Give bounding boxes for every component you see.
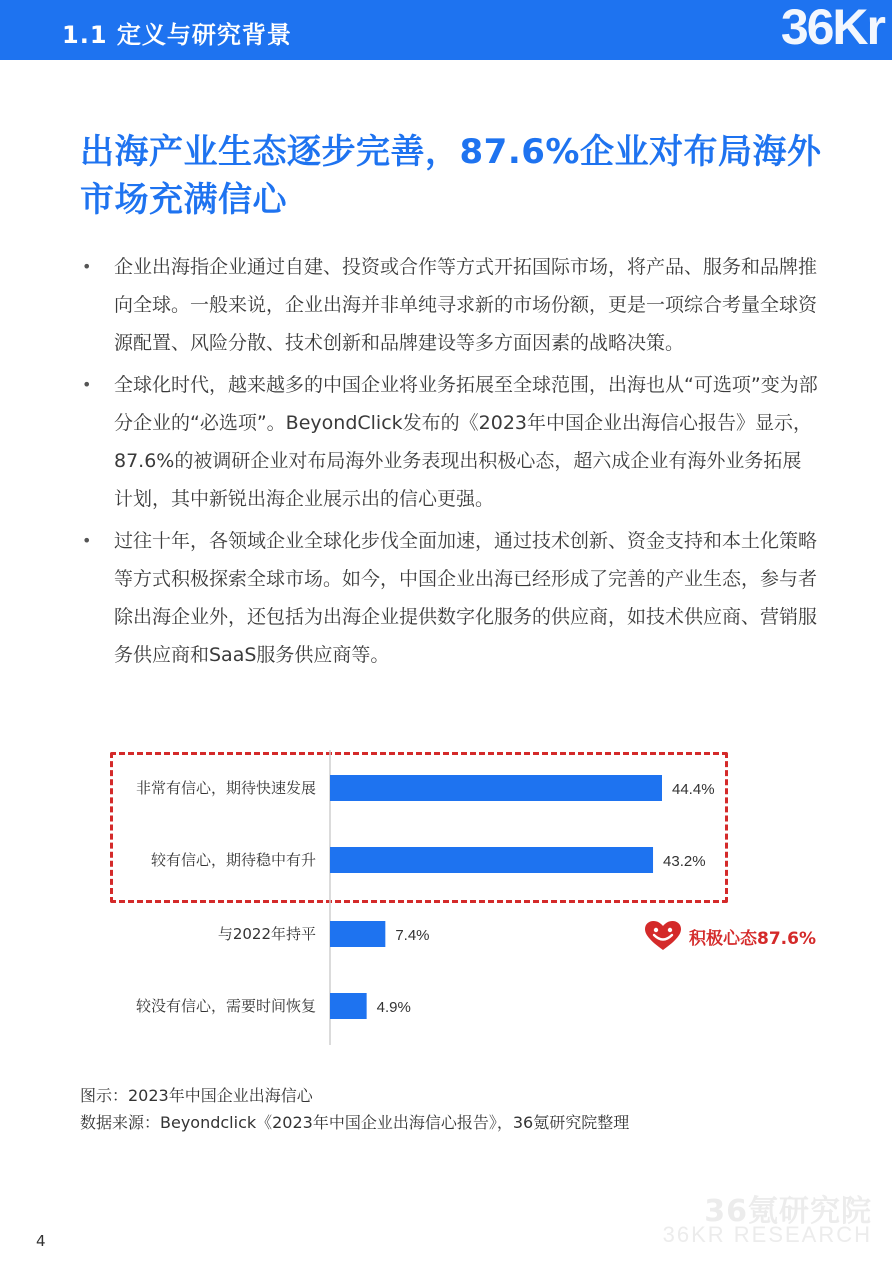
confidence-bar-chart bbox=[80, 750, 760, 1050]
bullet-item bbox=[80, 366, 820, 518]
bullet-dot-icon: • bbox=[82, 375, 92, 394]
bullet-dot-icon: • bbox=[82, 257, 92, 276]
brand-logo: 36Kr bbox=[780, 0, 884, 55]
bullet-item bbox=[80, 248, 820, 362]
positive-annotation bbox=[643, 920, 816, 952]
category-label: 与2022年持平 bbox=[217, 925, 316, 943]
bar bbox=[330, 921, 385, 947]
page-headline: 出海产业生态逐步完善，87.6%企业对布局海外市场充满信心 bbox=[80, 132, 822, 220]
bullet-list bbox=[80, 248, 820, 678]
header-bar bbox=[0, 0, 892, 60]
bullet-item bbox=[80, 522, 820, 674]
watermark-cn: 36氪研究院 bbox=[704, 1194, 872, 1229]
value-label: 43.2% bbox=[663, 853, 706, 870]
figure-title: 图示：2023年中国企业出海信心 bbox=[80, 1086, 313, 1105]
bullet-text: 企业出海指企业通过自建、投资或合作等方式开拓国际市场，将产品、服务和品牌推向全球。一般来说，企业出海并非单纯寻求新的市场份额，更是一项综合考量全球资源配置、风险分散、技术创新和品牌建设等多方面因素的战略决策。 bbox=[114, 256, 818, 354]
bar bbox=[330, 993, 367, 1019]
section-title: 1.1 定义与研究背景 bbox=[62, 21, 292, 49]
bullet-dot-icon: • bbox=[82, 531, 92, 550]
figure-source: 数据来源：Beyondclick《2023年中国企业出海信心报告》，36氪研究院整理 bbox=[80, 1113, 630, 1132]
bar bbox=[330, 847, 653, 873]
value-label: 4.9% bbox=[376, 999, 411, 1016]
category-label: 较有信心，期待稳中有升 bbox=[150, 851, 316, 869]
category-label: 非常有信心，期待快速发展 bbox=[135, 779, 316, 797]
category-label: 较没有信心，需要时间恢复 bbox=[135, 997, 316, 1015]
value-label: 44.4% bbox=[672, 781, 715, 798]
page-number: 4 bbox=[36, 1232, 46, 1250]
watermark-en: 36KR RESEARCH bbox=[662, 1222, 872, 1247]
bullet-text: 全球化时代，越来越多的中国企业将业务拓展至全球范围，出海也从“可选项”变为部分企业的“必选项”。BeyondClick发布的《2023年中国企业出海信心报告》显示，87.6%的被调研企业对布局海外业务表现出积极心态，超六成企业有海外业务拓展计划，其中新锐出海企业展示出的信心更强。 bbox=[114, 374, 818, 510]
positive-annotation-text: 积极心态87.6% bbox=[689, 928, 816, 949]
smile-heart-icon bbox=[643, 920, 683, 952]
figure-caption bbox=[80, 1082, 629, 1136]
bar bbox=[330, 775, 662, 801]
bullet-text: 过往十年，各领域企业全球化步伐全面加速，通过技术创新、资金支持和本土化策略等方式积极探索全球市场。如今，中国企业出海已经形成了完善的产业生态，参与者除出海企业外，还包括为出海企业提供数字化服务的供应商，如技术供应商、营销服务供应商和SaaS服务供应商等。 bbox=[114, 530, 818, 666]
value-label: 7.4% bbox=[395, 927, 430, 944]
